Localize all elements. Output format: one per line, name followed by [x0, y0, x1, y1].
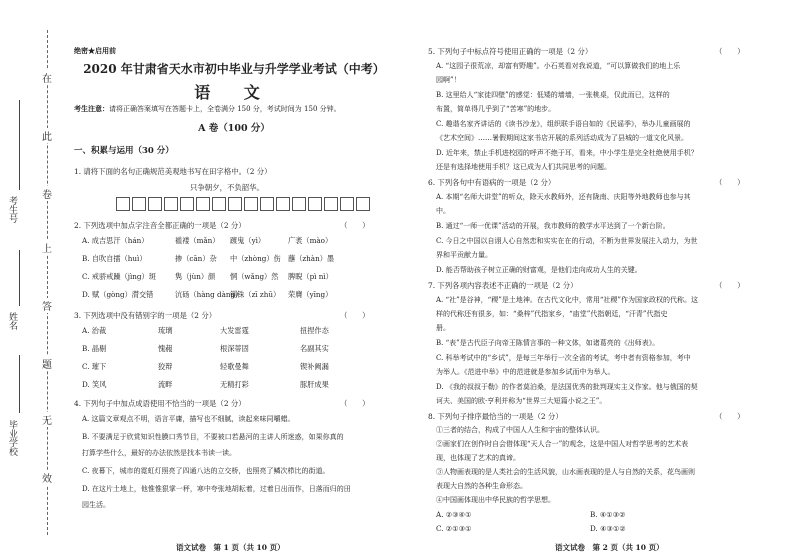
option: 样的代称还有很多，如：“桑梓”代指家乡，“庙堂”代指朝廷，“汗青”代指史 [436, 310, 668, 318]
grid-cell[interactable] [308, 197, 322, 211]
grid-cell[interactable] [276, 197, 290, 211]
option: A. “社”是谷神，“稷”是土地神。在古代文化中，常用“社稷”作为国家政权的代称。这 [436, 296, 698, 304]
option: D. ④③①② [590, 524, 626, 533]
option: 愧赧 [158, 344, 173, 353]
option: C. 璀下 [82, 362, 107, 371]
option: 《艺术空间》……暑假期间这家书店开展的系列活动成为了县城的一道文化风景。 [436, 134, 688, 142]
grid-cell[interactable] [292, 197, 306, 211]
option: C. 科举考试中的“乡试”，是每三年举行一次全省的考试，考中者有资格参加，考中 [436, 354, 691, 362]
option: D. 赋（gòng）潸交错 [82, 290, 154, 299]
sentence: ④中国画体现出中华民族的哲学思想。 [436, 496, 555, 504]
question-4: 4. 下列句子中加点成语使用不恰当的一项是（2 分） [74, 399, 246, 408]
calligraphy-text: 只争朝夕，不负韶华。 [190, 183, 264, 192]
binding-char: 效 [40, 470, 54, 485]
option: 褴褛（mǎn） [175, 236, 220, 245]
option: C. 趣谐名家齐讲话的《读书沙龙》，组织联手语自如的《民谣季》，举办儿童画展的 [436, 120, 691, 128]
option: 流畔 [158, 380, 173, 389]
sentence: 表现大自然的各种生命形态。 [436, 482, 527, 490]
candidate-number-line [19, 100, 20, 190]
option: 琉璃 [158, 326, 173, 335]
option: 根深蒂固 [220, 344, 249, 353]
option: 园生活。 [82, 501, 110, 509]
binding-margin [0, 0, 60, 560]
option: B. 这里给人“家徒四壁”的感觉：低矮的墙墙，一张桃桌，仅此而已，这样的 [436, 91, 670, 99]
school-label: 毕业学校 [7, 420, 17, 456]
option: 广袤（mào） [288, 236, 333, 245]
grid-cell[interactable] [356, 197, 370, 211]
option: 锲补阙漏 [300, 362, 329, 371]
option: B. 晶剔 [82, 344, 107, 353]
section-title: 一、积累与运用（30 分） [74, 146, 174, 156]
option: 脾睨（pì nì） [288, 272, 333, 281]
option: 册。 [436, 324, 450, 332]
option: 扭捏作态 [300, 326, 329, 335]
option: 隽（jùn）颜 [175, 272, 216, 281]
option: 诃夫、美国的欧·亨利并称为“世界三大短篇小说之王”。 [436, 397, 607, 405]
answer-paren: （ ） [715, 412, 745, 421]
grid-cell[interactable] [212, 197, 226, 211]
grid-cell[interactable] [196, 197, 210, 211]
question-6: 6. 下列各句中有语病的一项是（2 分） [428, 178, 556, 187]
option: 园啊”！ [436, 76, 461, 84]
option: 打算学些什么，最好的办法依然是找本书读一读。 [82, 449, 236, 457]
binding-char: 题 [40, 356, 54, 371]
binding-char: 上 [40, 240, 54, 255]
option: B. 自吹自擂（huì） [82, 254, 147, 263]
option: 掺（cān）杂 [175, 254, 217, 263]
option: 还是有选择地使用手机？这已成为人们共同思考的问题。 [436, 163, 611, 171]
volume-title: A 卷（100 分） [198, 123, 270, 134]
question-7: 7. 下列各项内容表述不正确的一项是（2 分） [428, 281, 578, 290]
option: 蘸（zhàn）墨 [288, 254, 335, 263]
option: D. 笑风 [82, 380, 107, 389]
name-label: 姓名 [7, 312, 17, 330]
option: C. ②①③① [436, 524, 472, 533]
option: 踱鬼（yì） [230, 236, 266, 245]
option: 布置，简单得几乎到了“苦寒”的地步。 [436, 105, 556, 113]
sentence: ②画家们在创作时自会借体现“天人合一”的观念，这是中国人对哲学思考的艺术表 [436, 440, 689, 448]
option: 中（zhòng）伤 [230, 254, 281, 263]
option: 为举人。《范进中举》中的范进就是参加乡试而中为举人。 [436, 368, 615, 376]
option: C. 夜幕下，城市的霓虹灯照亮了四通八达的立交桥，也照亮了鳞次栉比的街道。 [82, 467, 330, 475]
sentence: ③人物画表现的是人类社会的生活风貌，山水画表现的是人与自然的关系，花鸟画则 [436, 468, 695, 476]
option: D. 近年来，禁止手机进校园的呼声不绝于耳，看来，中小学生是完全杜绝使用手机？ [436, 149, 698, 157]
notice-text: 请将正确答案填写在答题卡上，全卷满分 150 分，考试时间为 150 分钟。 [109, 105, 341, 113]
grid-cell[interactable] [148, 197, 162, 211]
option: C. 戒骄戒躁（jìng）斑 [82, 272, 156, 281]
answer-paren: （ ） [715, 281, 745, 290]
grid-cell[interactable] [228, 197, 242, 211]
binding-char: 无 [40, 412, 54, 427]
option: 大发雷霆 [220, 326, 249, 335]
grid-cell[interactable] [244, 197, 258, 211]
answer-paren: （ ） [715, 47, 745, 56]
exam-notice [74, 104, 394, 114]
option: 轻歌曼舞 [220, 362, 249, 371]
question-5: 5. 下列句子中标点符号使用正确的一项是（2 分） [428, 47, 593, 56]
question-1: 1. 请将下面的名句正确规范美观地书写在田字格中。（2 分） [74, 167, 272, 176]
question-2: 2. 下列选项中加点字注音全都正确的一项是（2 分） [74, 221, 246, 230]
option: A. “这园子很荒凉，却富有野趣”。小石英看对我说道，“可以算做我们的地上乐 [436, 62, 681, 70]
answer-paren: （ ） [715, 178, 745, 187]
option: B. ④①③② [590, 510, 626, 519]
grid-cell[interactable] [260, 197, 274, 211]
cut-line [47, 30, 48, 535]
grid-cell[interactable] [164, 197, 178, 211]
grid-cell[interactable] [180, 197, 194, 211]
option: 锱铢（zī zhū） [230, 290, 281, 299]
answer-paren: （ ） [340, 221, 370, 230]
notice-label: 考生注意： [74, 104, 109, 113]
sentence: 现，也体现了艺术的真谛。 [436, 454, 520, 462]
option: 界和平贡献力量。 [436, 251, 492, 259]
exam-title: 2020 年甘肃省天水市初中毕业与升学学业考试（中考） [83, 62, 385, 76]
option: 狡辩 [158, 362, 173, 371]
binding-char: 在 [40, 70, 54, 85]
option: B. “表”是古代臣子向帝王陈情言事的一种文体，如诸葛亮的《出师表》。 [436, 339, 660, 347]
binding-char: 卷 [40, 186, 54, 201]
confidential-mark: 绝密★启用前 [74, 46, 116, 55]
option: 中。 [436, 207, 450, 215]
question-8: 8. 下列句子排序最恰当的一项是（2 分） [428, 412, 563, 421]
grid-cell[interactable] [340, 197, 354, 211]
page-footer-left: 语文试卷 第 1 页（共 10 页） [176, 543, 285, 552]
option: 豚肝成果 [300, 380, 329, 389]
name-line [19, 250, 20, 306]
sentence: ①三者的结合，构成了中国人人生和宇宙的整体认识。 [436, 426, 604, 434]
school-line [19, 355, 20, 413]
grid-cell[interactable] [324, 197, 338, 211]
option: A. 本期“名师大讲堂”的听众，除天水教师外，还有陇南、庆阳等外地教师也参与其 [436, 193, 691, 201]
option: A. 治裁 [82, 326, 107, 335]
option: B. 不要满足于欣赏知识性膜口秀节目，不要被口若悬河的主讲人所迷惑，如果你真的 [82, 433, 344, 441]
grid-cell[interactable] [116, 197, 130, 211]
answer-paren: （ ） [340, 311, 370, 320]
option: A. 这篇文章观点不明，语言平庸，描写也不细腻，读起来味同嚼蜡。 [82, 415, 295, 423]
binding-char: 答 [40, 298, 54, 313]
binding-char: 此 [40, 128, 54, 143]
subject-title: 语 文 [194, 83, 274, 102]
option: 荣膺（yīng） [288, 290, 333, 299]
option: A. ②③④① [436, 510, 472, 519]
option: D. 《我的叔叔于勒》的作者莫泊桑，是法国优秀的批判现实主义作家。他与俄国的契 [436, 383, 698, 391]
question-3: 3. 下列选项中没有错别字的一项是（2 分） [74, 311, 217, 320]
option: 无精打彩 [220, 380, 249, 389]
option: 名副其实 [300, 344, 329, 353]
writing-grid [116, 197, 372, 211]
answer-paren: （ ） [340, 399, 370, 408]
page-footer-right: 语文试卷 第 2 页（共 10 页） [555, 543, 664, 552]
option: D. 能否帮助孩子树立正确的财富观，是他们走向成功人生的关键。 [436, 266, 642, 274]
option: B. 通过“一师一优课”活动的开展，我市教师的教学水平达到了一个新台阶。 [436, 222, 670, 230]
candidate-number-label: 考生号 [7, 196, 17, 223]
option: A. 成吉思汗（hán） [82, 236, 149, 245]
option: 惘（wǎng）然 [230, 272, 279, 281]
option: D. 在这片土地上，他惟惟狠掌一秤，寒中夸张地胡耘着，过着日出而作，日落而归的田 [82, 485, 351, 493]
grid-cell[interactable] [132, 197, 146, 211]
option: 沆砀（hàng dàng） [175, 290, 243, 299]
option: C. 今日之中国以自诩人心自然恋和实实在在的行动，不断为世界发展注入动力，为世 [436, 237, 698, 245]
